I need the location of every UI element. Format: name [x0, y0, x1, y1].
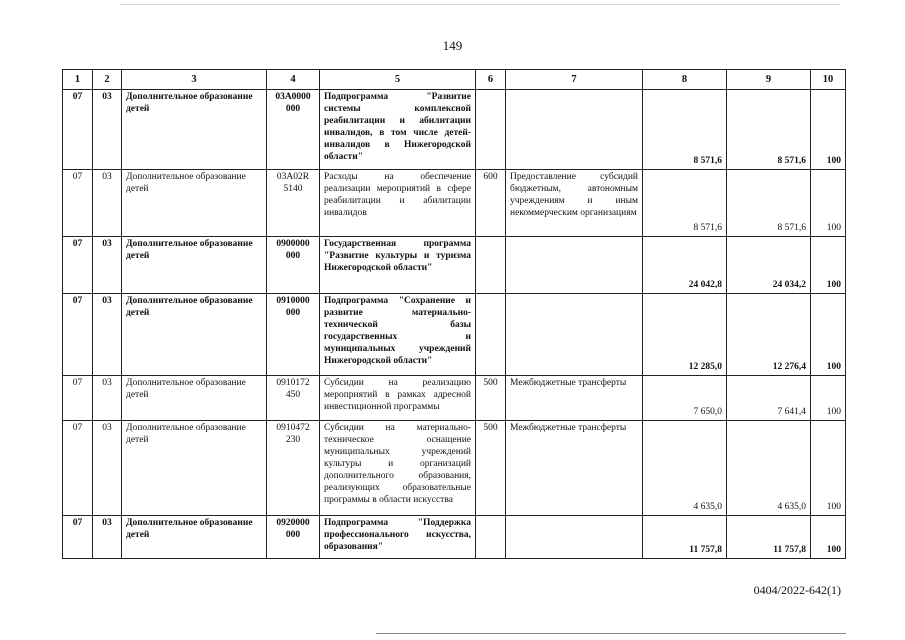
table-row — [63, 421, 846, 516]
article-name: Субсидии на реализацию мероприятий в рамках адресной инвестиционной программы — [320, 376, 476, 421]
expense-type-code: 500 — [476, 421, 506, 516]
table-row — [63, 376, 846, 421]
section-name: Дополнительное образование детей — [122, 90, 267, 170]
document-code: 0404/2022-642(1) — [753, 583, 841, 597]
execution-percent: 100 — [811, 516, 846, 559]
section-code: 07 — [63, 421, 93, 516]
expense-type-name — [506, 90, 643, 170]
subsection-code: 03 — [93, 90, 122, 170]
execution-percent: 100 — [811, 421, 846, 516]
executed-amount: 11 757,8 — [727, 516, 811, 559]
section-name: Дополнительное образование детей — [122, 294, 267, 376]
subsection-code: 03 — [93, 170, 122, 237]
header-cell: 8 — [643, 70, 727, 90]
table-row — [63, 237, 846, 294]
page-number: 149 — [442, 38, 463, 53]
expense-type-name: Межбюджетные трансферты — [506, 421, 643, 516]
article-name: Подпрограмма "Поддержка профессионального искусства, образования" — [320, 516, 476, 559]
target-article: 0910000 000 — [267, 294, 320, 376]
table-row — [63, 170, 846, 237]
section-name: Дополнительное образование детей — [122, 237, 267, 294]
section-code: 07 — [63, 237, 93, 294]
table-row — [63, 294, 846, 376]
executed-amount: 8 571,6 — [727, 170, 811, 237]
target-article: 0920000 000 — [267, 516, 320, 559]
expense-type-name: Межбюджетные трансферты — [506, 376, 643, 421]
header-cell: 2 — [93, 70, 122, 90]
table-row — [63, 90, 846, 170]
executed-amount: 7 641,4 — [727, 376, 811, 421]
section-code: 07 — [63, 170, 93, 237]
target-article: 03А02R 5140 — [267, 170, 320, 237]
section-code: 07 — [63, 90, 93, 170]
header-row — [63, 70, 846, 90]
article-name: Государственная программа "Развитие культуры и туризма Нижегородской области" — [320, 237, 476, 294]
planned-amount: 11 757,8 — [643, 516, 727, 559]
section-name: Дополнительное образование детей — [122, 376, 267, 421]
execution-percent: 100 — [811, 90, 846, 170]
execution-percent: 100 — [811, 376, 846, 421]
header-cell: 4 — [267, 70, 320, 90]
expense-type-name: Предоставление субсидий бюджетным, автономным учреждениям и иным некоммерческим организациям — [506, 170, 643, 237]
subsection-code: 03 — [93, 237, 122, 294]
header-cell: 10 — [811, 70, 846, 90]
subsection-code: 03 — [93, 421, 122, 516]
planned-amount: 8 571,6 — [643, 90, 727, 170]
expense-type-name — [506, 516, 643, 559]
section-name: Дополнительное образование детей — [122, 170, 267, 237]
expense-type-name — [506, 294, 643, 376]
budget-table — [62, 69, 846, 559]
subsection-code: 03 — [93, 516, 122, 559]
executed-amount: 24 034,2 — [727, 237, 811, 294]
article-name: Подпрограмма "Развитие системы комплексной реабилитации и абилитации инвалидов, в том числе детей-инвалидов в Нижегородской области" — [320, 90, 476, 170]
execution-percent: 100 — [811, 170, 846, 237]
subsection-code: 03 — [93, 294, 122, 376]
scan-top-rule — [120, 4, 840, 5]
expense-type-code: 500 — [476, 376, 506, 421]
section-code: 07 — [63, 516, 93, 559]
article-name: Расходы на обеспечение реализации мероприятий в сфере реабилитации и абилитации инвалидов — [320, 170, 476, 237]
table-row — [63, 516, 846, 559]
header-cell: 5 — [320, 70, 476, 90]
section-name: Дополнительное образование детей — [122, 516, 267, 559]
expense-type-code — [476, 90, 506, 170]
header-cell: 1 — [63, 70, 93, 90]
section-code: 07 — [63, 376, 93, 421]
executed-amount: 4 635,0 — [727, 421, 811, 516]
executed-amount: 8 571,6 — [727, 90, 811, 170]
planned-amount: 12 285,0 — [643, 294, 727, 376]
section-name: Дополнительное образование детей — [122, 421, 267, 516]
subsection-code: 03 — [93, 376, 122, 421]
planned-amount: 24 042,8 — [643, 237, 727, 294]
article-name: Подпрограмма "Сохранение и развитие материально-технической базы государственных и муниципальных учреждений Нижегородской области" — [320, 294, 476, 376]
target-article: 0900000 000 — [267, 237, 320, 294]
target-article: 0910472 230 — [267, 421, 320, 516]
expense-type-code — [476, 237, 506, 294]
execution-percent: 100 — [811, 237, 846, 294]
planned-amount: 4 635,0 — [643, 421, 727, 516]
expense-type-name — [506, 237, 643, 294]
expense-type-code — [476, 294, 506, 376]
expense-type-code — [476, 516, 506, 559]
article-name: Субсидии на материально-техническое оснащение муниципальных учреждений культуры и организаций дополнительного образования, реализующих образовательные программы в области искусства — [320, 421, 476, 516]
scan-bottom-rule — [376, 633, 846, 634]
header-cell: 9 — [727, 70, 811, 90]
target-article: 03А0000 000 — [267, 90, 320, 170]
expense-type-code: 600 — [476, 170, 506, 237]
section-code: 07 — [63, 294, 93, 376]
planned-amount: 8 571,6 — [643, 170, 727, 237]
planned-amount: 7 650,0 — [643, 376, 727, 421]
executed-amount: 12 276,4 — [727, 294, 811, 376]
target-article: 0910172 450 — [267, 376, 320, 421]
header-cell: 7 — [506, 70, 643, 90]
header-cell: 3 — [122, 70, 267, 90]
header-cell: 6 — [476, 70, 506, 90]
execution-percent: 100 — [811, 294, 846, 376]
